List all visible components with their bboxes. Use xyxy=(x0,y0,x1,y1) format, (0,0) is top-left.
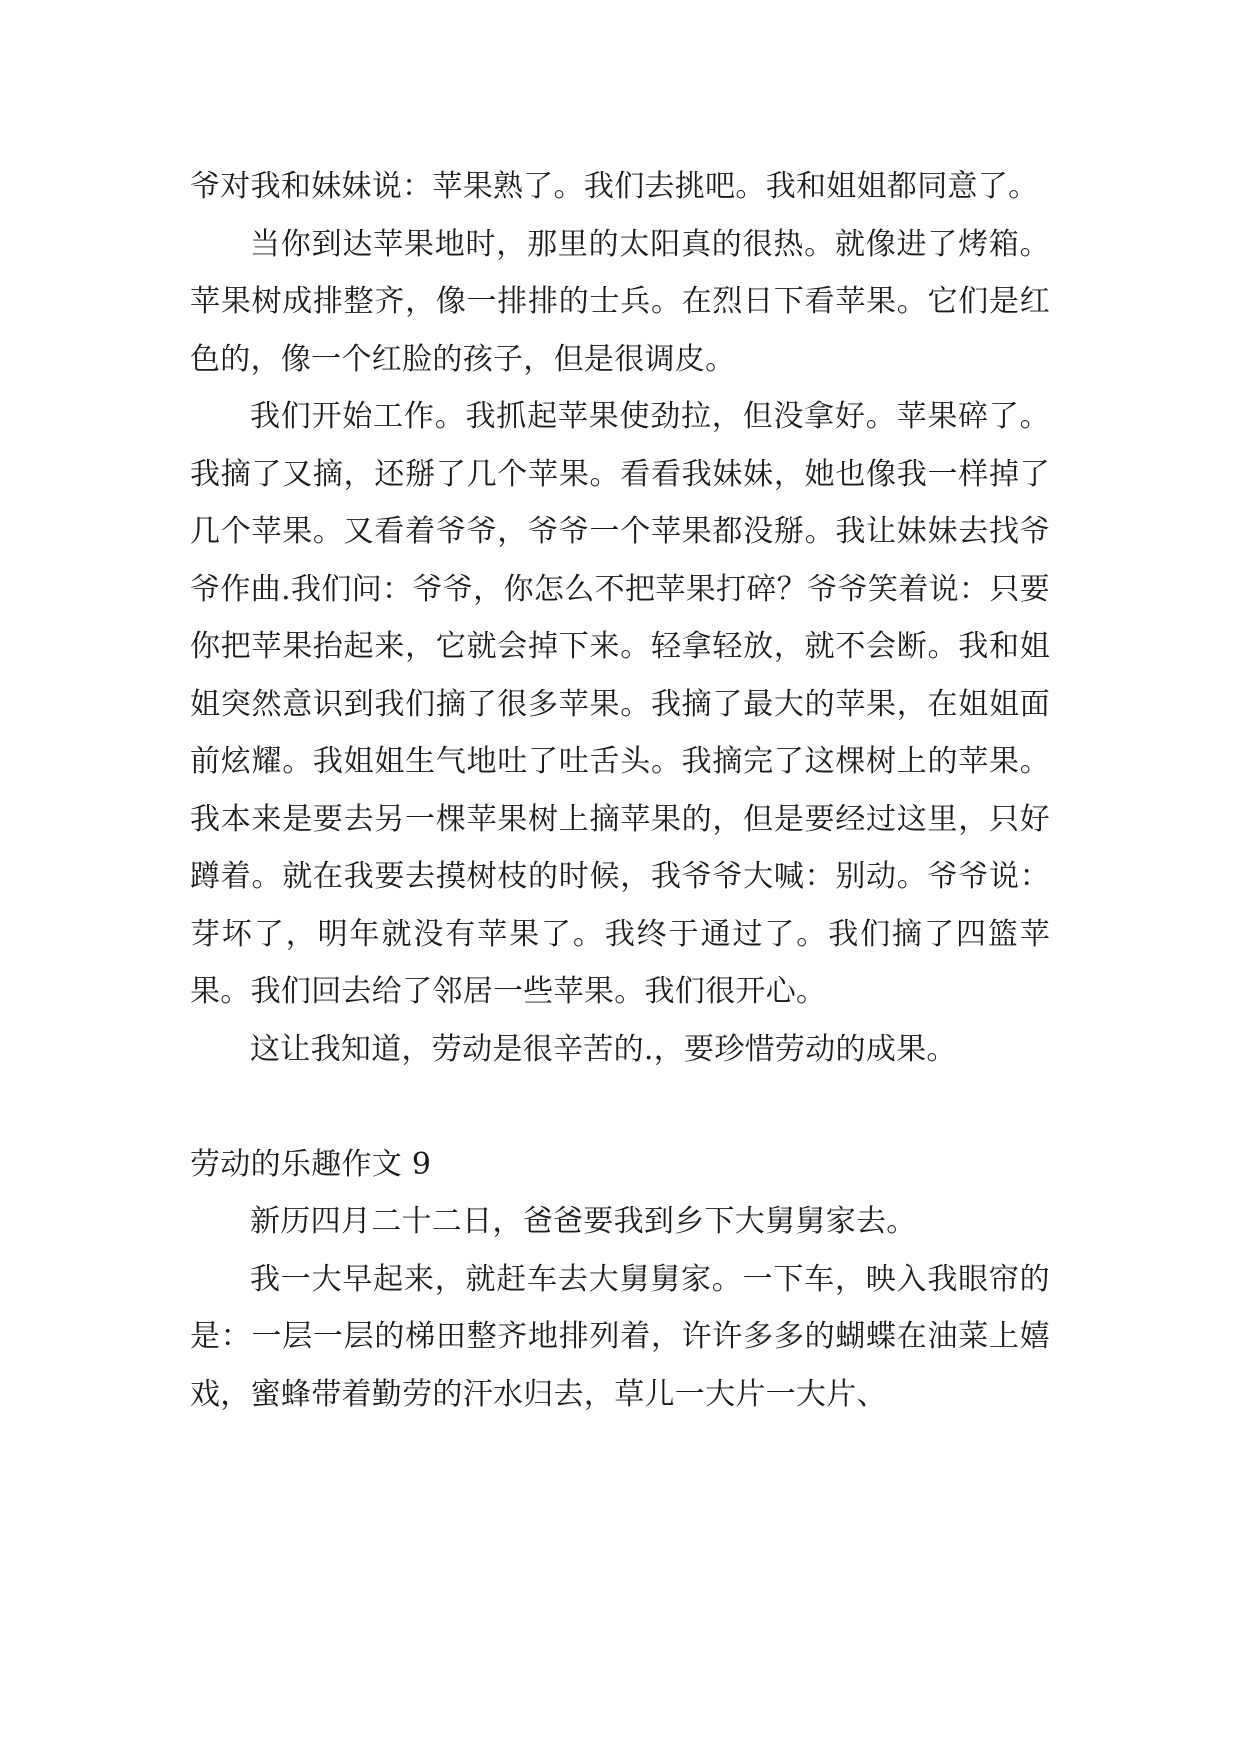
section-gap xyxy=(190,1078,1050,1136)
document-body xyxy=(190,158,1050,1423)
section-title: 劳动的乐趣作文 9 xyxy=(190,1146,432,1182)
paragraph-6: 我一大早起来，就赶车去大舅舅家。一下车，映入我眼帘的是：一层一层的梯田整齐地排列着，许许多多的蝴蝶在油菜上嬉戏，蜜蜂带着勤劳的汗水归去，草儿一大片一大片、 xyxy=(190,1261,1050,1412)
paragraph-1: 爷对我和妹妹说：苹果熟了。我们去挑吧。我和姐姐都同意了。 xyxy=(190,169,1039,204)
paragraph-2: 当你到达苹果地时，那里的太阳真的很热。就像进了烤箱。苹果树成排整齐，像一排排的士兵。在烈日下看苹果。它们是红色的，像一个红脸的孩子，但是很调皮。 xyxy=(190,226,1050,377)
paragraph-5: 新历四月二十二日，爸爸要我到乡下大舅舅家去。 xyxy=(250,1204,917,1239)
paragraph-3: 我们开始工作。我抓起苹果使劲拉，但没拿好。苹果碎了。我摘了又摘，还掰了几个苹果。看看我妹妹，她也像我一样掉了几个苹果。又看着爷爷，爷爷一个苹果都没掰。我让妹妹去找爷爷作曲.我们问：爷爷，你怎么不把苹果打碎？爷爷笑着说：只要你把苹果抬起来，它就会掉下来。轻拿轻放，就不会断。我和姐姐突然意识到我们摘了很多苹果。我摘了最大的苹果，在姐姐面前炫耀。我姐姐生气地吐了吐舌头。我摘完了这棵树上的苹果。我本来是要去另一棵苹果树上摘苹果的，但是要经过这里，只好蹲着。就在我要去摸树枝的时候，我爷爷大喊：别动。爷爷说：芽坏了，明年就没有苹果了。我终于通过了。我们摘了四篮苹果。我们回去给了邻居一些苹果。我们很开心。 xyxy=(190,399,1050,1009)
paragraph-4: 这让我知道，劳动是很辛苦的.，要珍惜劳动的成果。 xyxy=(250,1031,957,1067)
